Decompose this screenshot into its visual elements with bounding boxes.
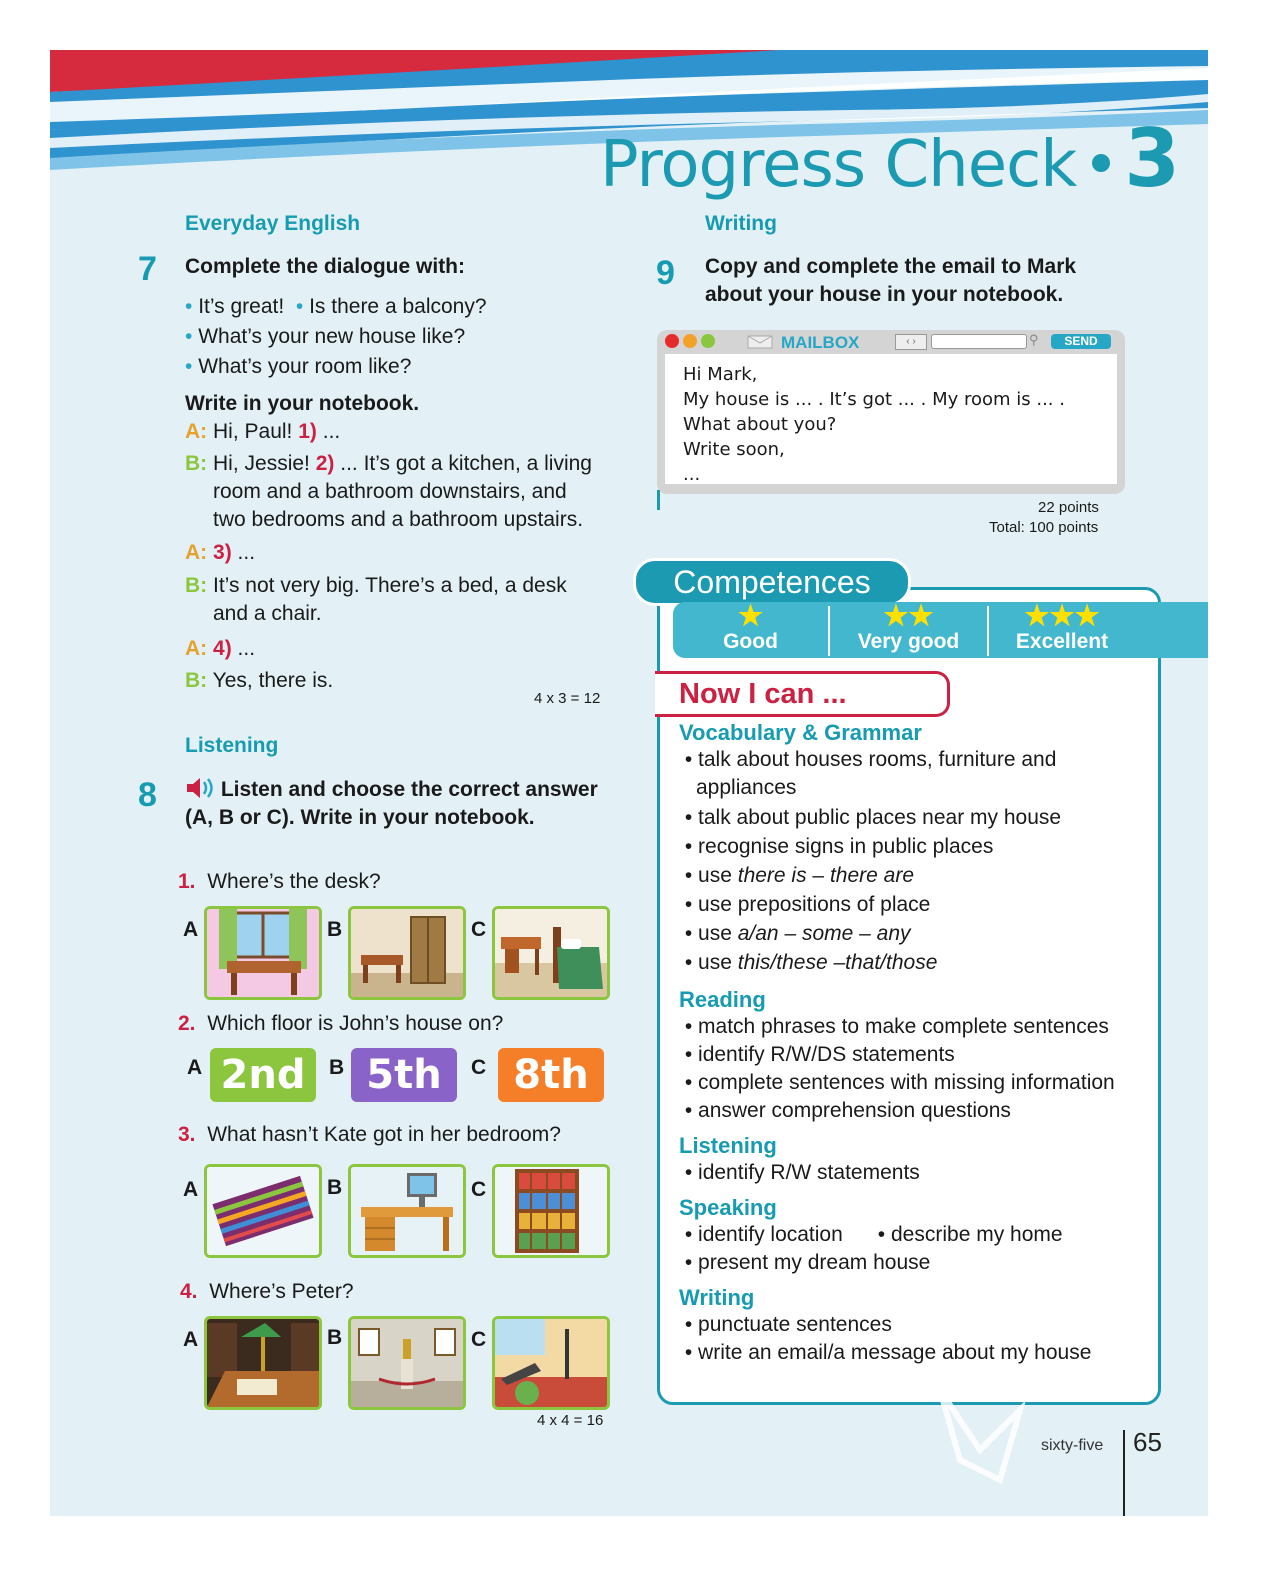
dialogue-line-2: B: Hi, Jessie! 2) ... It’s got a kitchen, a living bbox=[185, 452, 592, 475]
ex9-points: 22 points bbox=[1038, 499, 1099, 516]
list-item: • identify R/W statements bbox=[679, 1161, 920, 1184]
list-item: • complete sentences with missing information bbox=[679, 1071, 1115, 1094]
q1-option-b-label: B bbox=[327, 918, 343, 941]
q2-option-c-label: C bbox=[471, 1056, 487, 1079]
question-3: 3. What hasn’t Kate got in her bedroom? bbox=[178, 1123, 561, 1146]
dialogue-line-3: A: 3) ... bbox=[185, 541, 256, 564]
dialogue-line-4: B: It’s not very big. There’s a bed, a desk bbox=[185, 574, 567, 597]
dialogue-line-5: A: 4) ... bbox=[185, 637, 256, 660]
search-icon[interactable]: ⚲ bbox=[1029, 332, 1039, 347]
ex8-score: 4 x 4 = 16 bbox=[537, 1412, 604, 1429]
q4-option-a-label: A bbox=[183, 1328, 199, 1351]
list-item: • present my dream house bbox=[679, 1251, 931, 1274]
section-listening: Listening bbox=[185, 734, 279, 757]
list-item: • recognise signs in public places bbox=[679, 835, 994, 858]
email-body bbox=[665, 354, 1117, 484]
q2-option-b-floor[interactable]: 5th bbox=[351, 1048, 457, 1102]
page bbox=[50, 50, 1208, 1516]
rating-good: ★ Good bbox=[673, 602, 828, 658]
list-item: appliances bbox=[696, 776, 797, 799]
mailbox-window bbox=[657, 330, 1125, 494]
q3-option-c-label: C bbox=[471, 1178, 487, 1201]
email-line: Write soon, bbox=[683, 439, 785, 460]
mailbox-label: MAILBOX bbox=[781, 333, 860, 352]
list-item: • write an email/a message about my house bbox=[679, 1341, 1092, 1364]
q3-option-b-label: B bbox=[327, 1176, 343, 1199]
list-item: • talk about public places near my house bbox=[679, 806, 1062, 829]
dialogue-line-1: A: Hi, Paul! 1) ... bbox=[185, 420, 341, 443]
q4-option-a-picture[interactable] bbox=[204, 1316, 322, 1410]
ex7-option-row-1: • It’s great! • Is there a balcony? bbox=[185, 295, 487, 318]
window-minimize-dot[interactable] bbox=[683, 334, 697, 348]
list-item: • use there is – there are bbox=[679, 864, 914, 887]
dialogue-line-6: B: Yes, there is. bbox=[185, 669, 334, 692]
q2-option-a-label: A bbox=[187, 1056, 203, 1079]
page-number-word: sixty-five bbox=[1041, 1437, 1104, 1454]
section-everyday-english: Everyday English bbox=[185, 212, 361, 235]
star-icon: ★★★ bbox=[1024, 600, 1100, 631]
question-1: 1. Where’s the desk? bbox=[178, 870, 381, 893]
list-item: • talk about houses rooms, furniture and bbox=[679, 748, 1057, 771]
section-writing: Writing bbox=[705, 212, 777, 235]
q3-option-b-picture[interactable] bbox=[348, 1164, 466, 1258]
footer-divider bbox=[1123, 1430, 1125, 1516]
writing-heading: Writing bbox=[679, 1285, 755, 1310]
q4-option-b-picture[interactable] bbox=[348, 1316, 466, 1410]
q2-option-c-floor[interactable]: 8th bbox=[498, 1048, 604, 1102]
vocab-grammar-heading: Vocabulary & Grammar bbox=[679, 720, 922, 745]
rating-excellent: ★★★ Excellent bbox=[989, 602, 1135, 658]
question-2: 2. Which floor is John’s house on? bbox=[178, 1012, 504, 1035]
ex9-instruction-1: Copy and complete the email to Mark bbox=[705, 255, 1077, 278]
total-points: Total: 100 points bbox=[989, 519, 1099, 536]
now-i-can-heading: Now I can ... bbox=[655, 671, 950, 717]
speaking-heading: Speaking bbox=[679, 1195, 777, 1220]
q3-option-c-picture[interactable] bbox=[492, 1164, 610, 1258]
list-item: • identify location • describe my home bbox=[679, 1223, 1063, 1246]
q4-option-c-picture[interactable] bbox=[492, 1316, 610, 1410]
star-icon: ★★ bbox=[883, 600, 934, 631]
q1-option-a-label: A bbox=[183, 918, 199, 941]
speaker-icon[interactable] bbox=[185, 777, 215, 799]
email-line: ... bbox=[683, 464, 701, 485]
exercise-number-8: 8 bbox=[138, 776, 157, 814]
list-item: • use this/these –that/those bbox=[679, 951, 938, 974]
email-line: Hi Mark, bbox=[683, 364, 758, 385]
q1-option-a-picture[interactable] bbox=[204, 906, 322, 1000]
ex7-write-instruction: Write in your notebook. bbox=[185, 392, 420, 415]
list-item: • answer comprehension questions bbox=[679, 1099, 1011, 1122]
email-line: My house is ... . It’s got ... . My room is ... . bbox=[683, 389, 1065, 410]
dialogue-line-2-cont-2: two bedrooms and a bathroom upstairs. bbox=[213, 508, 584, 531]
window-maximize-dot[interactable] bbox=[701, 334, 715, 348]
exercise-number-9: 9 bbox=[656, 254, 675, 292]
competences-title: Competences bbox=[633, 558, 911, 606]
ex7-option-row-3: • What’s your room like? bbox=[185, 355, 412, 378]
list-item: • identify R/W/DS statements bbox=[679, 1043, 955, 1066]
mailbox-accent-line bbox=[657, 490, 660, 510]
decorative-star-icon bbox=[900, 1350, 1060, 1490]
q1-option-c-label: C bbox=[471, 918, 487, 941]
ex8-instruction-1: Listen and choose the correct answer bbox=[185, 776, 598, 804]
q2-option-a-floor[interactable]: 2nd bbox=[210, 1048, 316, 1102]
mailbox-search-input[interactable] bbox=[931, 334, 1027, 349]
page-number: 65 bbox=[1133, 1427, 1162, 1457]
envelope-icon bbox=[747, 335, 773, 349]
ratings-bar bbox=[673, 602, 1208, 658]
list-item: • use a/an – some – any bbox=[679, 922, 911, 945]
q4-option-b-label: B bbox=[327, 1326, 343, 1349]
q3-option-a-label: A bbox=[183, 1178, 199, 1201]
ex7-instruction: Complete the dialogue with: bbox=[185, 255, 466, 278]
q1-option-c-picture[interactable] bbox=[492, 906, 610, 1000]
ex8-instruction-2: (A, B or C). Write in your notebook. bbox=[185, 806, 535, 829]
list-item: • punctuate sentences bbox=[679, 1313, 892, 1336]
q2-option-b-label: B bbox=[329, 1056, 345, 1079]
listening-heading: Listening bbox=[679, 1133, 777, 1158]
q1-option-b-picture[interactable] bbox=[348, 906, 466, 1000]
rating-very-good: ★★ Very good bbox=[830, 602, 987, 658]
page-title: Progress Check 3 bbox=[600, 112, 1180, 205]
reading-heading: Reading bbox=[679, 987, 766, 1012]
ex9-instruction-2: about your house in your notebook. bbox=[705, 283, 1064, 306]
window-close-dot[interactable] bbox=[665, 334, 679, 348]
q3-option-a-picture[interactable] bbox=[204, 1164, 322, 1258]
star-icon: ★ bbox=[737, 600, 764, 631]
dialogue-line-4-cont: and a chair. bbox=[213, 602, 322, 625]
back-forward-icon[interactable]: ‹ › bbox=[895, 334, 927, 350]
send-button[interactable]: SEND bbox=[1051, 334, 1111, 349]
dialogue-line-2-cont-1: room and a bathroom downstairs, and bbox=[213, 480, 567, 503]
ex7-score: 4 x 3 = 12 bbox=[534, 690, 601, 707]
list-item: • match phrases to make complete sentences bbox=[679, 1015, 1109, 1038]
email-line: What about you? bbox=[683, 414, 837, 435]
question-4: 4. Where’s Peter? bbox=[180, 1280, 354, 1303]
list-item: • use prepositions of place bbox=[679, 893, 931, 916]
exercise-number-7: 7 bbox=[138, 250, 157, 288]
ex7-option-row-2: • What’s your new house like? bbox=[185, 325, 466, 348]
competences-list bbox=[679, 720, 1149, 1367]
q4-option-c-label: C bbox=[471, 1328, 487, 1351]
